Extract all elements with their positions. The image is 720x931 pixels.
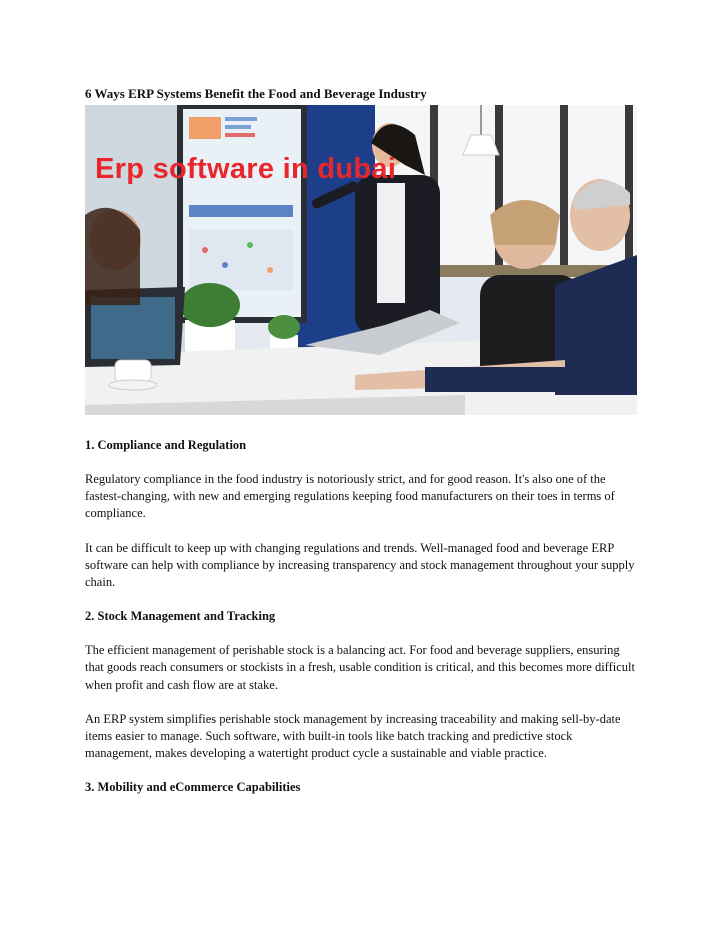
meeting-photo-illustration (85, 105, 637, 415)
section-paragraph: The efficient management of perishable stock is a balancing act. For food and beverage suppliers, ensuring that goods reach consumers or stockists in a fresh, usable condition is critical, and this becomes more difficult when profit and cash flow are at stake. (85, 643, 635, 692)
section-heading-compliance: 1. Compliance and Regulation (85, 438, 247, 452)
section-paragraph: An ERP system simplifies perishable stock management by increasing traceability and making sell-by-date items easier to manage. Such software, with built-in tools like batch tracking and predictive stock management, makes developing a watertight product cycle a sustainable and viable practice. (85, 711, 621, 761)
hero-image (85, 105, 637, 415)
section-heading-mobility: 3. Mobility and eCommerce Capabilities (85, 780, 301, 795)
page-title: 6 Ways ERP Systems Benefit the Food and Beverage Industry (85, 86, 427, 101)
section-paragraph: Regulatory compliance in the food industry is notoriously strict, and for good reason. It's also one of the fastest-changing, with new and emerging regulations keeping food manufacturers on their toes in terms of compliance. (85, 472, 615, 521)
section-heading-stock-management: 2. Stock Management and Tracking (85, 609, 276, 624)
section-paragraph: It can be difficult to keep up with changing regulations and trends. Well-managed food and beverage ERP software can help with compliance by increasing transparency and stock management throughout your supply chain. (85, 540, 635, 590)
article-body (85, 437, 637, 813)
hero-overlay-text: Erp software in dubai (95, 153, 397, 185)
